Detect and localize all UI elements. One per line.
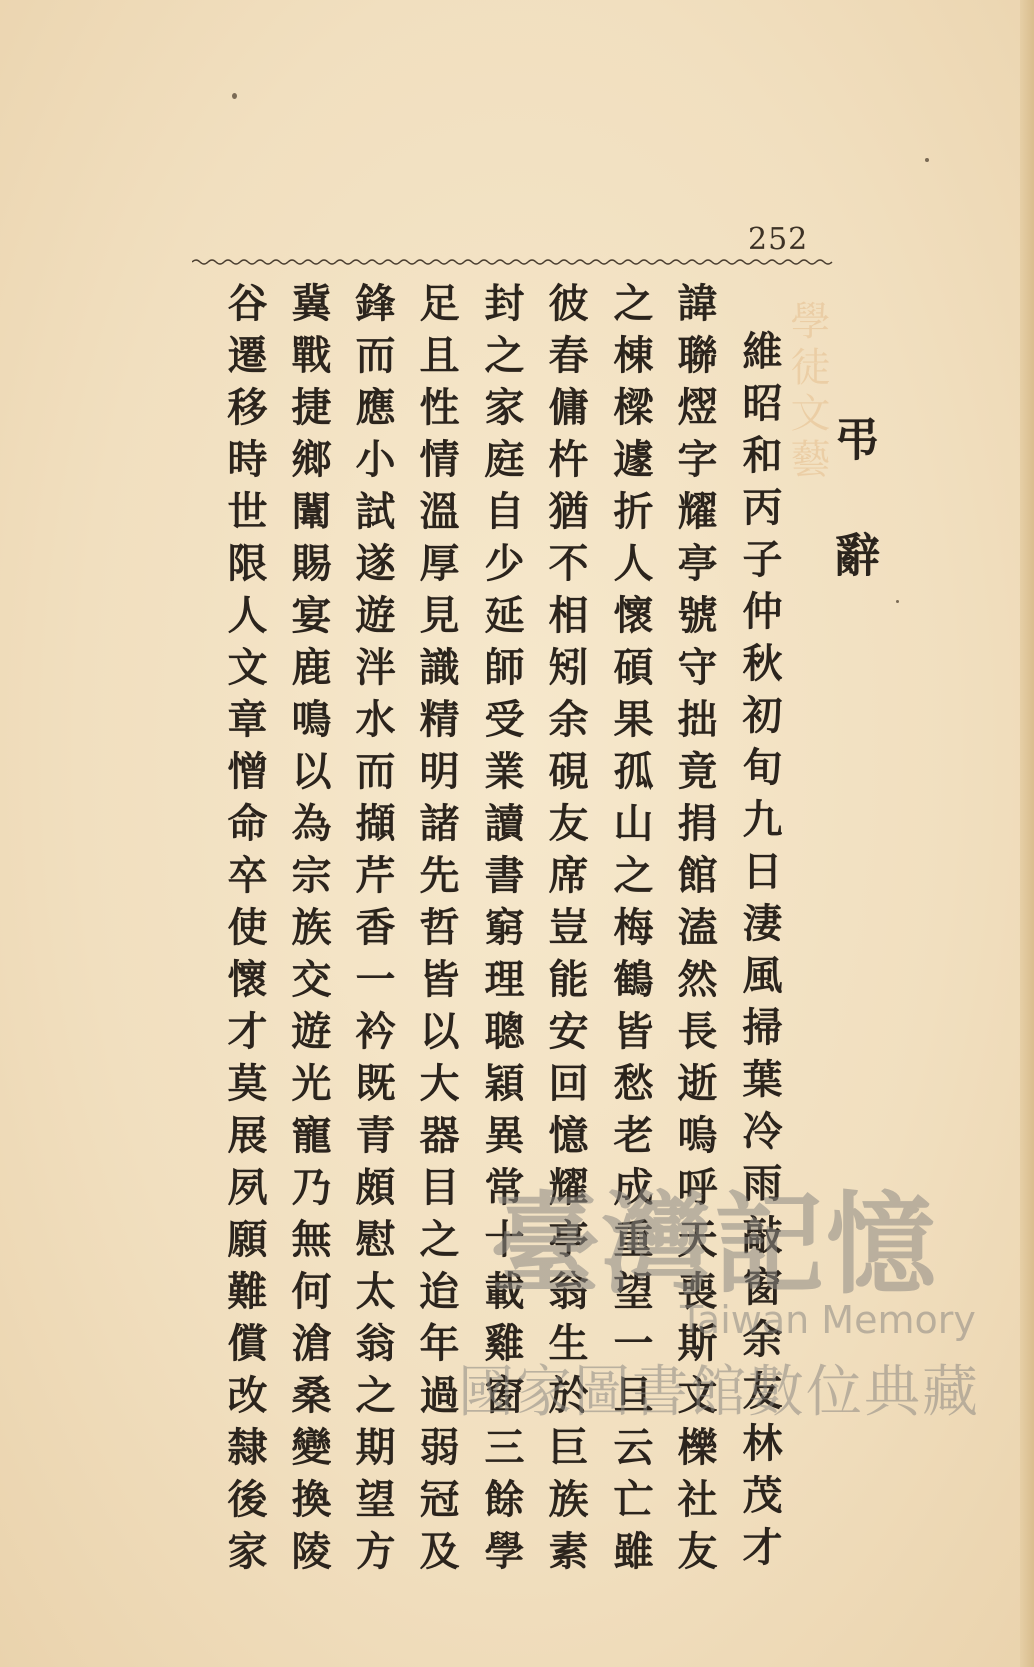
paper-speck	[896, 600, 899, 603]
text-column-5: 封之家庭自少延師受業讀書窮理聰穎異常十載雞窗三餘學	[478, 282, 525, 1582]
faded-seal-stamp: 學徒文藝	[784, 300, 830, 484]
paper-speck	[232, 93, 237, 99]
watermark-main: 臺灣記憶	[490, 1180, 938, 1309]
wavy-header-rule	[192, 258, 837, 266]
text-column-6: 足且性情溫厚見識精明諸先哲皆以大器目之迨年過弱冠及	[413, 282, 460, 1582]
text-column-4: 彼春傭杵猶不相矧余硯友席豈能安回憶耀亭翁生於巨族素	[542, 282, 589, 1582]
text-column-8: 冀戰捷鄉闈賜宴鹿鳴以為宗族交遊光寵乃無何滄桑變換陵	[285, 282, 332, 1582]
watermark-sub: 國家圖書館數位典藏	[458, 1360, 980, 1425]
watermark-english: Taiwan Memory	[680, 1298, 976, 1342]
text-column-7: 鋒而應小試遂遊泮水而擷芹香一衿既青頗慰太翁之期望方	[349, 282, 396, 1582]
text-column-2: 諱聯熤字耀亭號守拙竟捐館溘然長逝嗚呼天喪斯文櫟社友	[671, 282, 718, 1582]
text-column-9: 谷遷移時世限人文章憎命卒使懷才莫展夙願難償改隸後家	[221, 282, 268, 1582]
text-column-1: 維昭和丙子仲秋初旬九日淒風掃葉冷雨敲窗余友林茂才	[736, 330, 783, 1578]
paper-speck	[925, 158, 929, 162]
taiwan-memory-watermark	[450, 1180, 1010, 1500]
text-column-3: 之棟樑遽折人懷碩果孤山之梅鶴皆愁老成重望一旦云亡雖	[607, 282, 654, 1582]
page-edge	[1020, 0, 1034, 1667]
document-title: 弔辭	[827, 415, 881, 647]
page-number: 252	[748, 222, 809, 257]
